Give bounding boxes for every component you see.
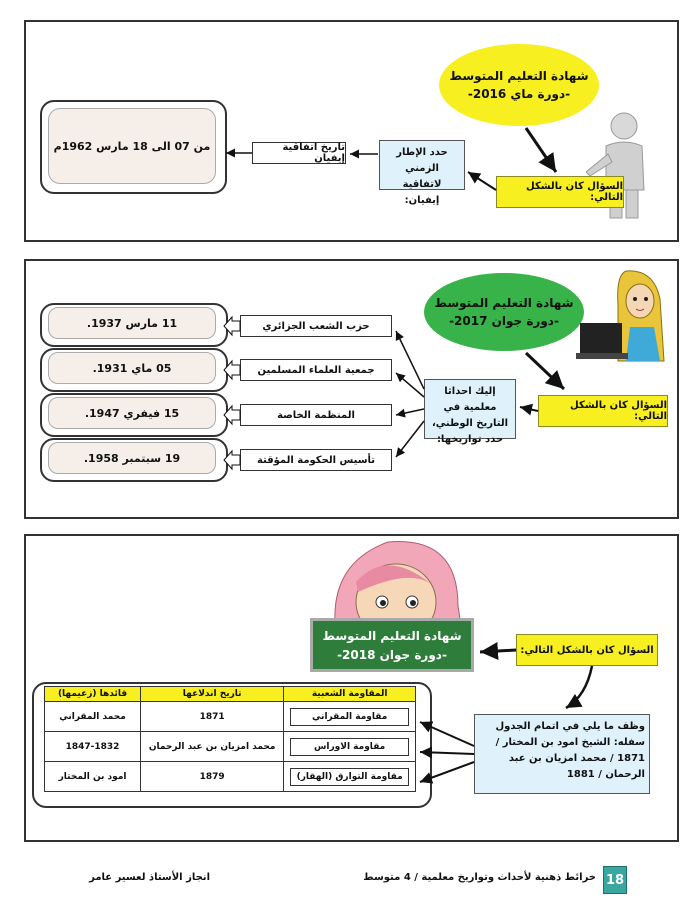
resistance-name: مقاومة التوارق (الهقار)	[290, 768, 409, 786]
arrows-2016	[26, 22, 677, 240]
event-date: 19 سبتمبر 1958.	[48, 442, 216, 474]
footer-author: انجاز الأستاذ لعسير عامر	[89, 872, 210, 883]
title-line: شهادة التعليم المتوسط	[322, 629, 462, 643]
resistance-leader: محمد المقراني	[45, 702, 141, 732]
bubble-session: -دورة جوان 2017-	[449, 314, 559, 328]
page-number: 18	[603, 866, 627, 894]
column-header: قائدها (زعيمها)	[45, 687, 141, 702]
session-line: -دورة جوان 2018-	[337, 648, 447, 663]
arrows-2017	[26, 261, 677, 517]
resistance-date: 1879	[141, 762, 284, 792]
resistance-leader: امود بن المختار	[45, 762, 141, 792]
resistance-name: مقاومة المقراني	[290, 708, 409, 726]
label-box-2016: تاريخ اتفاقية إيفيان	[252, 142, 346, 164]
page-footer	[0, 862, 700, 902]
question-label-2016: السؤال كان بالشكل التالي:	[496, 176, 624, 208]
resistance-date: محمد امزيان بن عبد الرحمان	[141, 732, 284, 762]
event-label: تأسيس الحكومة المؤقتة	[240, 449, 392, 471]
arrows-2018	[26, 536, 677, 840]
bubble-session: -دورة ماي 2016-	[467, 87, 571, 101]
prompt-box-2017: إليك احداثا معلمية في التاريخ الوطني، حدد تواريخها:	[424, 379, 516, 439]
event-label: حزب الشعب الجزائري	[240, 315, 392, 337]
prompt-box-2018: وظف ما يلي في اتمام الجدول سفله: الشيخ امود بن المختار / 1871 / محمد امزيان بن عبد الرحمان / 1881	[474, 714, 650, 794]
bubble-title: شهادة التعليم المتوسط	[434, 296, 574, 310]
bubble-title: شهادة التعليم المتوسط	[449, 69, 589, 83]
resistance-date: 1871	[141, 702, 284, 732]
question-label-2018: السؤال كان بالشكل التالي:	[516, 634, 658, 666]
event-label: المنظمة الخاصة	[240, 404, 392, 426]
event-date: 05 ماي 1931.	[48, 352, 216, 384]
event-date: 15 فيفري 1947.	[48, 397, 216, 429]
answer-2016: من 07 الى 18 مارس 1962م	[48, 108, 216, 184]
event-date: 11 مارس 1937.	[48, 307, 216, 339]
panel-2017	[24, 259, 679, 519]
question-label-2017: السؤال كان بالشكل التالي:	[538, 395, 668, 427]
column-header: تاريخ اندلاعها	[141, 687, 284, 702]
panel-2016	[24, 20, 679, 242]
resistance-name: مقاومة الاوراس	[290, 738, 409, 756]
prompt-box-2016: حدد الإطار الزمني لاتفاقية إيفيان:	[379, 140, 465, 190]
footer-title: خرائط ذهنية لأحداث وتواريخ معلمية / 4 متوسط	[363, 872, 596, 883]
column-header: المقاومة الشعبية	[284, 687, 416, 702]
resistance-leader: 1847-1832	[45, 732, 141, 762]
event-label: جمعية العلماء المسلمين	[240, 359, 392, 381]
panel-2018	[24, 534, 679, 842]
